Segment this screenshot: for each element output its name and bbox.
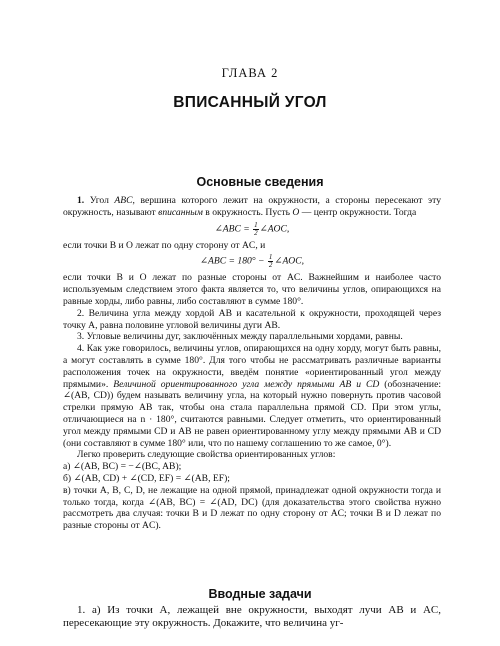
- fraction-1-num: 1: [254, 220, 258, 229]
- p1-text-b: , вершина которого лежит на окружности, а стороны пересекают эту окружность, называют: [63, 195, 441, 218]
- task-1: 1. а) Из точки A, лежащей вне окружности, выходят лучи AB и AC, пересекающие эту окружность. Докажите, что величина уг-: [63, 604, 441, 629]
- p1-o: O: [292, 206, 300, 218]
- p1-text-c: в окружность. Пусть: [202, 206, 293, 218]
- property-a: а) ∠(AB, BC) = −∠(BC, AB);: [63, 461, 182, 473]
- section-heading-basic: Основные сведения: [196, 175, 324, 189]
- paragraph-4: [63, 343, 441, 449]
- p1-text-d: — центр окружности. Тогда: [299, 206, 417, 218]
- formula-1-right: ∠AOC,: [259, 223, 290, 235]
- paragraph-1: [63, 195, 441, 219]
- formula-2-right: ∠AOC,: [274, 256, 305, 268]
- p4-definition-italic: Величиной ориентированного угла между прямыми AB и CD: [113, 378, 380, 390]
- fraction-2-den: 2: [268, 261, 273, 270]
- property-c: в) точки A, B, C, D, не лежащие на одной прямой, принадлежат одной окружности тогда и только тогда, когда ∠(AB, BC) = ∠(AD, DC) (для доказательства этого свойства нужно рассмотреть два случая: точки B и D лежат по одну сторону от AC; точки B и D лежат по разные стороны от AC).: [63, 484, 441, 532]
- formula-1-left: ∠ABC =: [214, 223, 253, 235]
- section-basic-body: [63, 195, 441, 532]
- formula-2-left: ∠ABC = 180° −: [199, 256, 267, 268]
- p1-text-a: Угол: [84, 195, 115, 206]
- p1-inscribed-term: вписанным: [158, 206, 203, 218]
- p1-number: 1.: [77, 195, 85, 206]
- fraction-1-den: 2: [254, 228, 258, 237]
- p4-text-a: 4. Как уже говорилось, величины углов, опирающихся на одну хорду, могут быть равны, а могут составлять в сумме 180°. Для того чтобы не рассматривать различные варианты расположения точек на окружности, введём понятие «ориентированный угол между прямыми».: [63, 343, 441, 390]
- property-b: б) ∠(AB, CD) + ∠(CD, EF) = ∠(AB, EF);: [63, 472, 230, 484]
- condition-2: если точки B и O лежат по разные стороны от AC. Важнейшим и наиболее часто используемым следствием этого факта является то, что величины углов, опирающихся на равные хорды, либо равны, либо составляют в сумме 180°.: [63, 272, 441, 307]
- p1-abc: ABC: [114, 195, 133, 206]
- fraction-2: [268, 254, 274, 269]
- fraction-2-num: 1: [268, 253, 273, 262]
- chapter-label: ГЛАВА 2: [221, 66, 279, 80]
- p4-text-b: (обозначение: ∠(AB, CD)) будем называть величину угла, на который нужно повернуть против часовой стрелки прямую AB так, чтобы она стала параллельна прямой CD. При этом углы, отличающиеся на n · 180°, считаются равными. Следует отметить, что ориентированный угол между прямыми CD и AB не равен ориентированному углу между прямыми AB и CD (они составляют в сумме 180° или, что по нашему соглашению то же самое, 0°).: [63, 378, 441, 449]
- section-heading-intro: Вводные задачи: [208, 587, 312, 601]
- chapter-title: ВПИСАННЫЙ УГОЛ: [173, 94, 327, 111]
- section-intro-body: [63, 604, 441, 630]
- condition-1: если точки B и O лежат по одну сторону от AC, и: [63, 239, 266, 251]
- paragraph-3: 3. Угловые величины дуг, заключённых между параллельными хордами, равны.: [77, 331, 403, 343]
- properties-intro: Легко проверить следующие свойства ориентированных углов:: [77, 449, 336, 461]
- fraction-1: [253, 222, 259, 237]
- formula-1: [63, 222, 441, 237]
- paragraph-2: 2. Величина угла между хордой AB и касательной к окружности, проходящей через точку A, равна половине угловой величины дуги AB.: [63, 307, 441, 331]
- formula-2: [63, 254, 441, 269]
